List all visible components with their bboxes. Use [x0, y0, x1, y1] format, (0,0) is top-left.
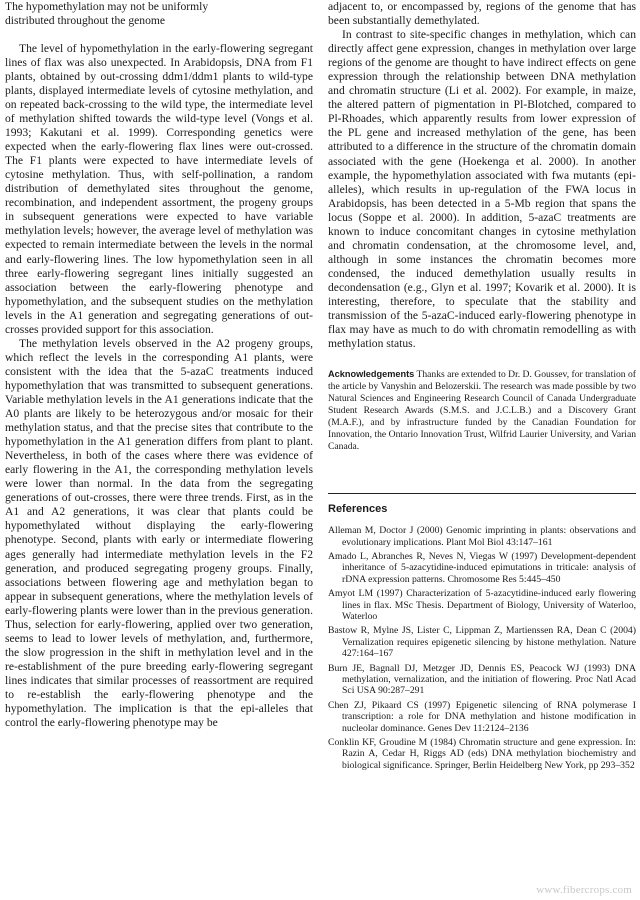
- reference-entry: Chen ZJ, Pikaard CS (1997) Epigenetic silencing of RNA polymerase I transcription: a role for DNA methylation and histone modification in nucleolar dominance. Genes Dev 11:2124–2136: [328, 699, 636, 734]
- body-paragraph: The methylation levels observed in the A2 progeny groups, which reflect the levels in the corresponding A1 plants, were consistent with the idea that the 5-azaC treatments induced hypomethylation that was transmitted to subsequent generations. Variable methylation levels in the A1 generations indicate that the A0 plants are likely to be heterozygous and/or mosaic for their methylation status, and that the precise sites that contribute to the hypomethylation in the A1 generation differs from plant to plant. Nevertheless, in both of the cases where there was evidence of early flowering in the A1, the corresponding methylation levels were lower than normal. In the data from the segregating generations of out-crosses, there were three trends. First, as in the A1 and A2 generations, it was clear that plants could be hypomethylated without displaying the early-flowering phenotype. Second, plants with early or intermediate flowering ages generally had intermediate methylation levels in the F2 generation, and produced segregating progeny groups. Finally, associations between flowering age and methylation began to appear in subsequent generations, where the methylation levels of early-flowering plants were lower than in the previous generation. Thus, selection for early-flowering, applied over two generation, seems to lead to lower levels of methylation, and, furthermore, the slow progression in the shift in methylation level and in the re-establishment of the pure breeding early-flowering segregant lines indicates that similar processes of reassortment are required to re-establish the early-flowering phenotype and the hypomethylation. The implication is that the epi-alleles that control the early-flowering phenotype may be: [5, 336, 313, 730]
- reference-entry: Burn JE, Bagnall DJ, Metzger JD, Dennis ES, Peacock WJ (1993) DNA methylation, vernalization, and the initiation of flowering. Proc Natl Acad Sci USA 90:287–291: [328, 662, 636, 697]
- acknowledgements: [328, 368, 636, 453]
- references-divider: [328, 493, 636, 494]
- reference-entry: Bastow R, Mylne JS, Lister C, Lippman Z, Martienssen RA, Dean C (2004) Vernalization requires epigenetic silencing by histone methylation. Nature 427:164–167: [328, 625, 636, 660]
- section-heading: [5, 0, 313, 28]
- right-column: [328, 0, 636, 774]
- references-list: [328, 525, 636, 771]
- section-heading-line-2: distributed throughout the genome: [5, 13, 166, 27]
- reference-entry: Amado L, Abranches R, Neves N, Viegas W (1997) Development-dependent inheritance of 5-azacytidine-induced epimutations in triticale: analysis of rDNA expression patterns. Chromosome Res 5:445–450: [328, 550, 636, 585]
- acknowledgements-text: Thanks are extended to Dr. D. Goussev, for translation of the article by Vanyshin and Belozerskii. The research was made possible by two Natural Sciences and Engineering Research Council of Canada Undergraduate Student Research Awards (S.M.S. and J.C.L.B.) and a Discovery Grant (M.A.F.), and by infrastructure funded by the Canadian Foundation for Innovation, the Ontario Innovation Trust, Wilfrid Laurier University, and Varian Canada.: [328, 369, 636, 453]
- body-paragraph: The level of hypomethylation in the early-flowering segregant lines of flax was also unexpected. In Arabidopsis, DNA from F1 plants, obtained by out-crossing ddm1/ddm1 plants to wild-type plants, displayed intermediate levels of cytosine methylation, and on repeated back-crossing to the wild type, the intermediate level of methylation shifted towards the wild-type level (Vongs et al. 1993; Kakutani et al. 1999). Corresponding genetics were expected when the early-flowering flax lines were out-crossed. The F1 plants were expected to have intermediate levels of cytosine methylation. Thus, with self-pollination, a random distribution of demethylated sites throughout the genome, recombination, and independent assortment, the progeny groups in subsequent generations were expected to have variable methylation levels; however, the average level of methylation was expected to remain intermediate between the levels in the normal and early-flowering lines. The low hypomethylation seen in all three early-flowering segregant lines initially suggested an association between the early-flowering phenotype and hypomethylation, and the subsequent studies on the methylation levels in the A1 generation and segregating generations of out-crosses provided support for this association.: [5, 41, 313, 336]
- heading-gap: [5, 28, 313, 42]
- left-column: [5, 0, 313, 730]
- references-heading: References: [328, 503, 388, 516]
- acknowledgements-label: Acknowledgements: [328, 369, 415, 380]
- watermark: www.fibercrops.com: [536, 884, 632, 896]
- reference-entry: Alleman M, Doctor J (2000) Genomic imprinting in plants: observations and evolutionary implications. Plant Mol Biol 43:147–161: [328, 525, 636, 548]
- body-paragraph-continued: adjacent to, or encompassed by, regions of the genome that has been substantially demethylated.: [328, 0, 636, 28]
- section-heading-line-1: The hypomethylation may not be uniformly: [5, 0, 209, 13]
- reference-entry: Amyot LM (1997) Characterization of 5-azacytidine-induced early flowering lines in flax. MSc Thesis. Department of Biology, University of Waterloo, Waterloo: [328, 588, 636, 623]
- body-paragraph: In contrast to site-specific changes in methylation, which can directly affect gene expression, changes in methylation over large regions of the genome are thought to have indirect effects on gene expression through the relationship between DNA methylation and chromatin structure (Li et al. 2002). For example, in maize, the altered pattern of pigmentation in Pl-Blotched, compared to Pl-Rhoades, which apparently results from lower expression of the PL gene and increased methylation of the gene, has been attributed to a difference in the structure of the chromatin domain associated with the gene (Hoekenga et al. 2000). In another example, the hypomethylation associated with fwa mutants (epi-alleles), which results in up-regulation of the FWA locus in Arabidopsis, has been detected in a 5-Mb region that spans the locus (Soppe et al. 2000). In addition, 5-azaC treatments are known to induce concomitant changes in cytosine methylation and chromatin condensation, at the chromosome level, and, although in some instances the chromatin becomes more condensed, the induced demethylation usually results in decondensation (e.g., Glyn et al. 1997; Kovarik et al. 2000). It is interesting, therefore, to speculate that the stability and transmission of the 5-azaC-induced early-flowering phenotype in flax may have as much to do with chromatin remodelling as with methylation status.: [328, 28, 636, 351]
- reference-entry: Conklin KF, Groudine M (1984) Chromatin structure and gene expression. In: Razin A, Cedar H, Riggs AD (eds) DNA methylation biochemistry and biological significance. Springer, Berlin Heidelberg New York, pp 293–352: [328, 737, 636, 771]
